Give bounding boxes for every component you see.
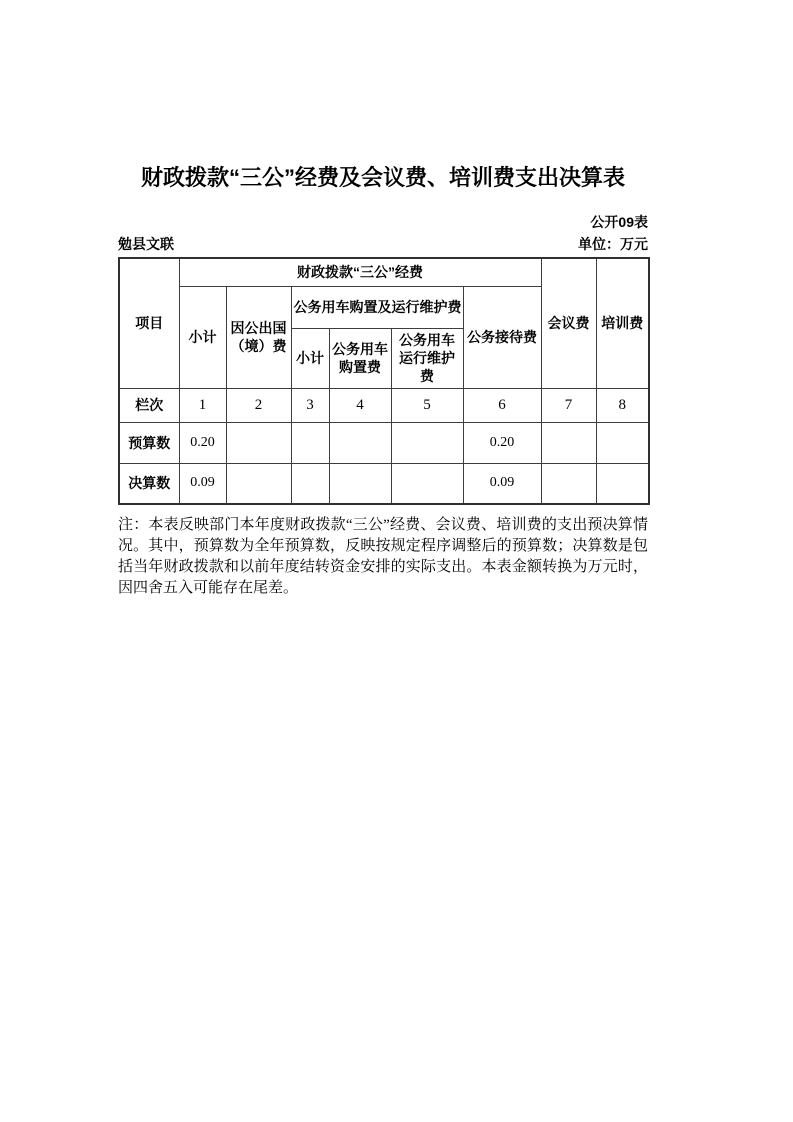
cell-budget-col2 [226, 422, 291, 463]
org-name: 勉县文联 [118, 236, 174, 252]
cell-budget-col5 [391, 422, 463, 463]
cell-final-col4 [329, 463, 391, 504]
cell-final-col8 [596, 463, 649, 504]
header-abroad-fee: 因公出国（境）费 [226, 286, 291, 388]
header-conference-fee: 会议费 [541, 258, 596, 388]
cell-budget-col8 [596, 422, 649, 463]
cell-final-col6: 0.09 [463, 463, 541, 504]
cell-final-col3 [291, 463, 329, 504]
cell-lanci-col6: 6 [463, 388, 541, 422]
cell-lanci-col3: 3 [291, 388, 329, 422]
document-title: 财政拨款“三公”经费及会议费、培训费支出决算表 [140, 165, 625, 190]
cell-lanci-col5: 5 [391, 388, 463, 422]
cell-final-col5 [391, 463, 463, 504]
header-vehicle-maintenance-fee: 公务用车运行维护费 [391, 328, 463, 388]
expenditure-table [118, 257, 650, 505]
cell-budget-col7 [541, 422, 596, 463]
header-san-gong-funds: 财政拨款“三公”经费 [179, 258, 541, 286]
footnote: 注：本表反映部门本年度财政拨款“三公”经费、会议费、培训费的支出预决算情况。其中，预算数为全年预算数，反映按规定程序调整后的预算数；决算数是包括当年财政拨款和以前年度结转资金安排的实际支出。本表金额转换为万元时，因四舍五入可能存在尾差。 [118, 517, 648, 596]
row-label-final: 决算数 [119, 463, 179, 504]
header-vehicle-subtotal: 小计 [291, 328, 329, 388]
unit-label: 单位：万元 [578, 236, 648, 252]
cell-lanci-col4: 4 [329, 388, 391, 422]
meta-row [118, 234, 648, 254]
row-label-budget: 预算数 [119, 422, 179, 463]
cell-final-col2 [226, 463, 291, 504]
header-subtotal: 小计 [179, 286, 226, 388]
cell-budget-col1: 0.20 [179, 422, 226, 463]
cell-lanci-col8: 8 [596, 388, 649, 422]
header-vehicle-total: 公务用车购置及运行维护费 [291, 286, 463, 328]
cell-lanci-col7: 7 [541, 388, 596, 422]
header-vehicle-purchase-fee: 公务用车购置费 [329, 328, 391, 388]
header-training-fee: 培训费 [596, 258, 649, 388]
table-row-lanci [119, 388, 649, 422]
cell-lanci-col2: 2 [226, 388, 291, 422]
cell-budget-col4 [329, 422, 391, 463]
cell-lanci-col1: 1 [179, 388, 226, 422]
cell-budget-col6: 0.20 [463, 422, 541, 463]
header-item: 项目 [119, 258, 179, 388]
row-label-lanci: 栏次 [119, 388, 179, 422]
cell-final-col7 [541, 463, 596, 504]
table-row-budget [119, 422, 649, 463]
header-reception-fee: 公务接待费 [463, 286, 541, 388]
table-row-final [119, 463, 649, 504]
cell-final-col1: 0.09 [179, 463, 226, 504]
table-code-label: 公开09表 [590, 214, 648, 230]
cell-budget-col3 [291, 422, 329, 463]
